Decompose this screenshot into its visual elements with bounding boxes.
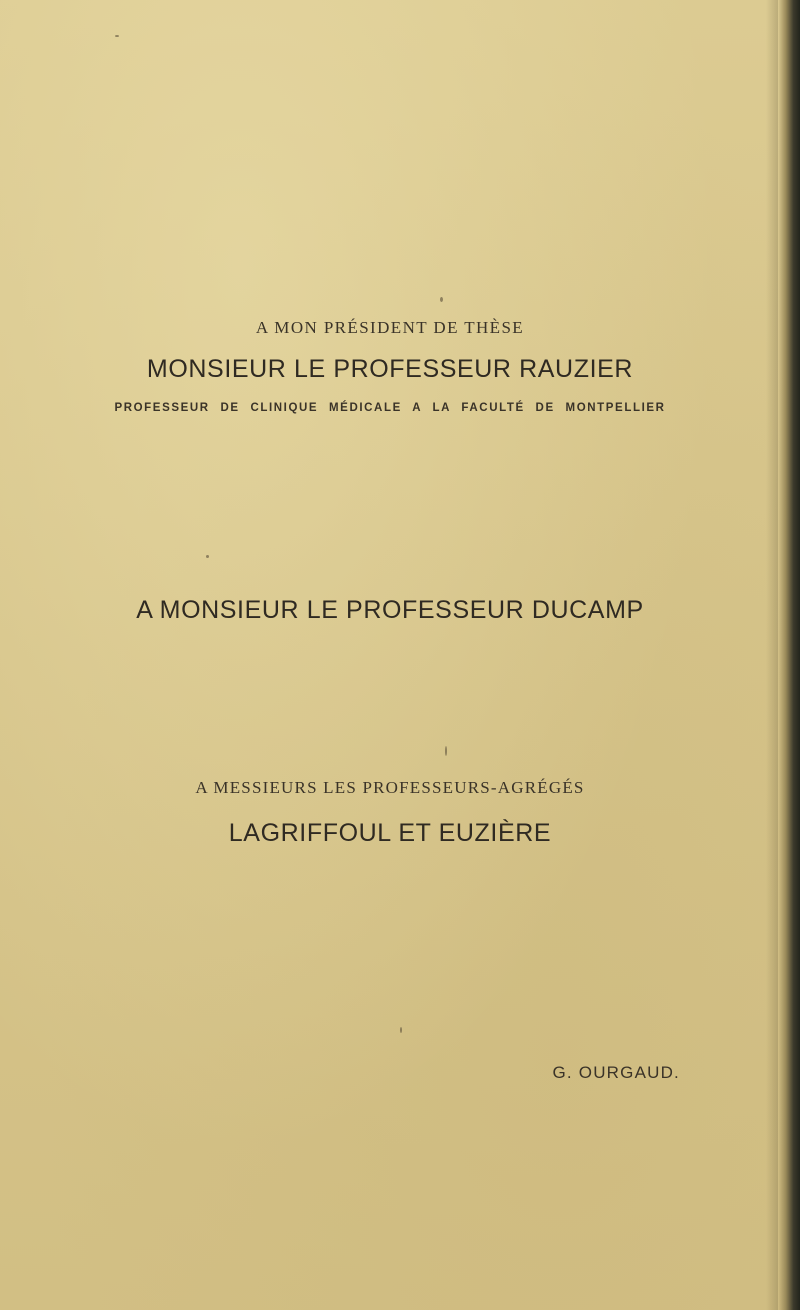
paper-speck [400, 1027, 402, 1033]
author-signature: G. OURGAUD. [552, 1063, 680, 1082]
dedication-name-lagriffoul-euziere: LAGRIFFOUL ET EUZIÈRE [228, 819, 552, 847]
dedication-heading-agreges: A MESSIEURS LES PROFESSEURS-AGRÉGÉS [195, 778, 585, 797]
dedication-name-ducamp: A MONSIEUR LE PROFESSEUR DUCAMP [136, 596, 644, 624]
dedication-name-rauzier: MONSIEUR LE PROFESSEUR RAUZIER [146, 355, 634, 383]
dedication-heading-president: A MON PRÉSIDENT DE THÈSE [255, 318, 525, 337]
paper-speck [445, 746, 447, 756]
page-edge-binding [778, 0, 800, 1310]
dedication-title-rauzier: PROFESSEUR DE CLINIQUE MÉDICALE A LA FACULTÉ DE MONTPELLIER [114, 402, 666, 414]
page-edge-shadow [766, 0, 778, 1310]
paper-speck [115, 35, 119, 37]
paper-speck [440, 297, 443, 302]
paper-speck [206, 555, 209, 558]
